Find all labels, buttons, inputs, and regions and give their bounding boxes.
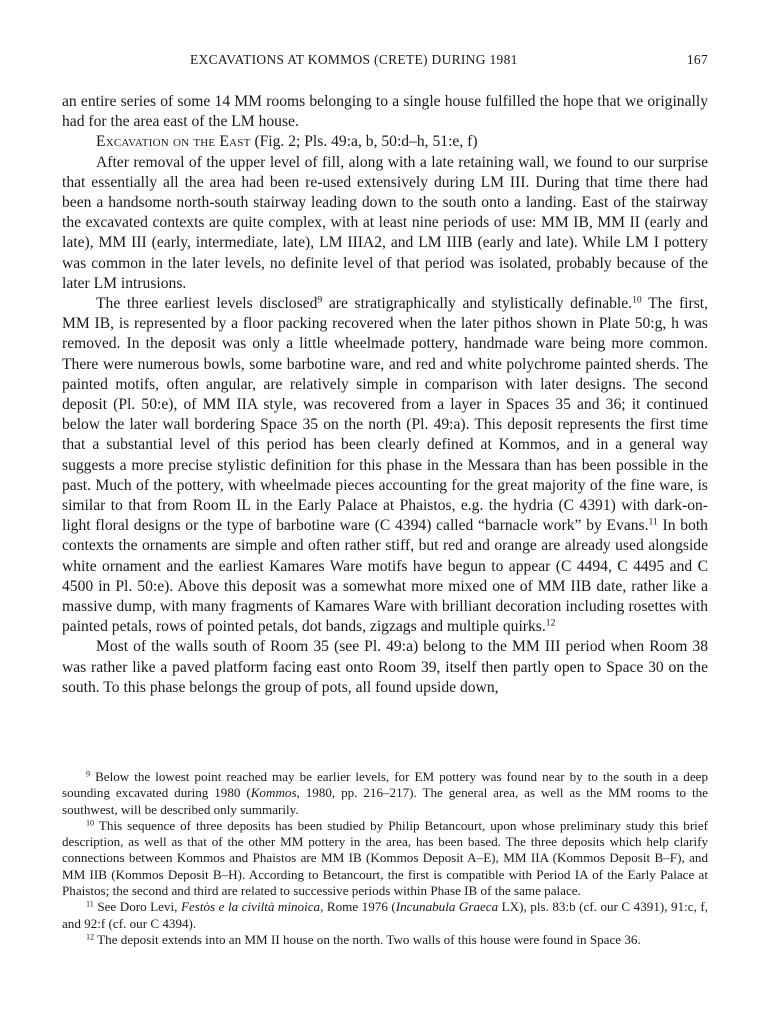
footnote-9-text-b: , 1980, pp. 216–217). The general area, as well as the MM rooms to the southwest, will be described only summarily.	[62, 785, 708, 817]
footnote-12-text: The deposit extends into an MM II house on the north. Two walls of this house were found in Space 36.	[94, 931, 641, 947]
footnote-11-text-c: LX), pls. 83:b (cf. our C 4391), 91:c, f, and 92:f (cf. our C 4394).	[62, 899, 708, 931]
footnote-9	[62, 769, 708, 818]
footnote-12-number: 12	[86, 932, 95, 942]
footnote-11-text-a: See Doro Levi,	[93, 899, 181, 915]
paragraph-2-text-b: are stratigraphically and stylistically definable.	[322, 295, 633, 313]
footnote-ref-9: 9	[317, 294, 323, 306]
footnote-10-number: 10	[86, 818, 95, 828]
footnote-11-text-b: , Rome 1976 (	[320, 899, 396, 915]
footnotes	[62, 769, 708, 948]
section-heading	[62, 132, 708, 152]
footnote-9-number: 9	[86, 769, 91, 779]
footnote-11-number: 11	[86, 899, 94, 909]
intro-paragraph: an entire series of some 14 MM rooms belonging to a single house fulfilled the hope that we originally had for the area east of the LM house.	[62, 93, 708, 131]
footnote-9-italic: Kommos	[250, 785, 297, 801]
footnote-12	[62, 932, 708, 948]
footnote-9-text-a: Below the lowest point reached may be earlier levels, for EM pottery was found near by to the south in a deep sounding excavated during 1980 (	[62, 769, 708, 801]
paragraph-2-text-a: The three earliest levels disclosed	[96, 295, 318, 313]
footnote-10-text: This sequence of three deposits has been studied by Philip Betancourt, upon whose preliminary study this brief description, as well as that of the other MM pottery in the area, has been based. The three deposits which help clarify connections between Kommos and Phaistos are MM IB (Kommos Deposit A–E), MM IIA (Kommos Deposit B–F), and MM IIB (Kommos Deposit B–H). According to Betancourt, the first is compatible with Period IA of the Early Palace at Phaistos; the second and third are related to successive periods within Phase IB of the same palace.	[62, 817, 708, 899]
section-heading-refs: (Fig. 2; Pls. 49:a, b, 50:d–h, 51:e, f)	[254, 133, 478, 151]
footnote-11-italic-title: Festòs e la civiltà minoica	[180, 899, 321, 915]
paragraph-1: After removal of the upper level of fill, along with a late retaining wall, we found to our surprise that essentially all the area had been re-used extensively during LM III. During that time there had been a handsome north-south stairway leading down to the south onto a landing. East of the stairway the excavated contexts are quite complex, with at least nine periods of use: MM IB, MM II (early and late), MM III (early, intermediate, late), LM IIIA2, and LM IIIB (early and late). While LM I pottery was common in the later levels, no definite level of that period was isolated, probably because of the later LM intrusions.	[62, 153, 708, 292]
paragraph-2-text-c: The first, MM IB, is represented by a floor packing recovered when the later pithos shown in Plate 50:g, h was removed. In the deposit was only a little wheelmade pottery, handmade ware being more common. There were numerous bowls, some barbotine ware, and red and white polychrome painted sherds. The painted motifs, often angular, are relatively simple in comparison with later designs. The second deposit (Pl. 50:e), of MM IIA style, was recovered from a layer in Spaces 35 and 36; it continued below the later wall bordering Space 35 on the north (Pl. 49:a). This deposit represents the first time that a substantial level of this period has been clearly defined at Kommos, and in a general way suggests a more precise stylistic definition for this phase in the Messara than has been possible in the past. Much of the pottery, with wheelmade pieces accounting for the great majority of the fine ware, is similar to that from Room IL in the Early Palace at Phaistos, e.g. the hydria (C 4391) with dark-on-light floral designs or the type of barbotine ware (C 4394) called “barnacle work” by Evans.	[62, 295, 709, 535]
footnote-11	[62, 899, 708, 932]
footnote-11-italic-series: Incunabula Graeca	[395, 899, 499, 915]
footnote-10	[62, 818, 708, 899]
paragraph-3: Most of the walls south of Room 35 (see Pl. 49:a) belong to the MM III period when Room 38 was rather like a paved platform facing east onto Room 39, itself then partly open to Space 30 on the south. To this phase belongs the group of pots, all found upside down,	[62, 638, 708, 696]
body-text	[62, 92, 708, 698]
running-title: EXCAVATIONS AT KOMMOS (CRETE) DURING 1981	[190, 52, 518, 67]
paragraph-2	[62, 294, 708, 637]
running-header	[62, 52, 708, 72]
footnote-ref-10: 10	[632, 294, 642, 306]
footnote-ref-12: 12	[545, 617, 556, 629]
footnote-ref-11: 11	[648, 516, 658, 528]
section-heading-title: Excavation on the East	[96, 133, 251, 151]
page-number: 167	[686, 52, 708, 67]
paragraph-2-text-d: In both contexts the ornaments are simple and often rather stiff, but red and orange are already used alongside white ornament and the earliest Kamares Ware motifs have begun to appear (C 4494, C 4495 and C 4500 in Pl. 50:e). Above this deposit was a somewhat more mixed one of MM IIB date, rather like a massive dump, with many fragments of Kamares Ware with brilliant decoration including rosettes with painted petals, rows of pointed petals, dot bands, zigzags and multiple quirks.	[62, 517, 708, 636]
